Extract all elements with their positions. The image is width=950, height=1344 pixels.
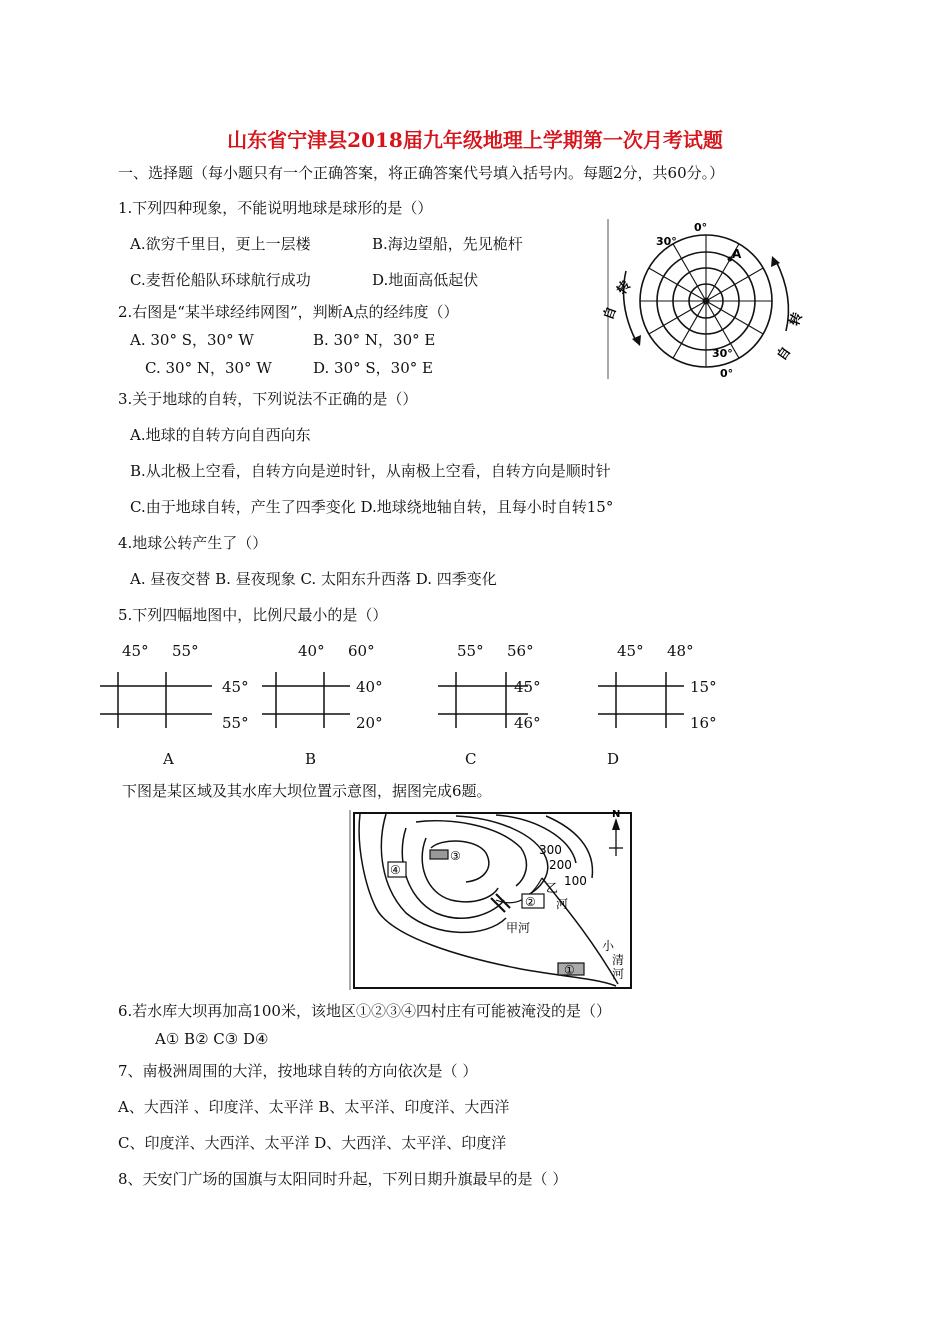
point-a-label: A — [732, 247, 742, 261]
q6-intro: 下图是某区域及其水库大坝位置示意图，据图完成6题。 — [122, 782, 492, 800]
q2-option-a: A. 30° S，30° W — [130, 331, 254, 349]
q6-options: A① B② C③ D④ — [155, 1030, 269, 1048]
contour-100-label: 100 — [564, 874, 587, 888]
map-d-graticule — [598, 672, 684, 728]
q3-stem: 3.关于地球的自转，下列说法不正确的是（） — [118, 390, 418, 408]
q1-option-d: D.地面高低起伏 — [372, 271, 479, 289]
village-1-label: ① — [564, 963, 575, 977]
map-a-lat1: 45° — [222, 678, 249, 696]
meridian-bottom-label: 0° — [720, 367, 734, 380]
latitude-upper-label: 30° — [656, 235, 677, 248]
contour-200-label: 200 — [549, 858, 572, 872]
map-b-lat2: 20° — [356, 714, 383, 732]
river-jia-label: 甲河 — [506, 921, 531, 935]
map-a-label: A — [163, 750, 174, 768]
q7-options-ab: A、大西洋 、印度洋、太平洋 B、太平洋、印度洋、大西洋 — [118, 1098, 510, 1116]
village-4-label: ④ — [390, 863, 401, 877]
rotation-left-char1: 自 — [601, 304, 620, 323]
q3-option-cd: C.由于地球自转，产生了四季变化 D.地球绕地轴自转，且每小时自转15° — [130, 498, 614, 516]
q1-stem: 1.下列四种现象，不能说明地球是球形的是（） — [118, 199, 433, 217]
q4-options: A. 昼夜交替 B. 昼夜现象 C. 太阳东升西落 D. 四季变化 — [130, 570, 497, 588]
north-label: N — [612, 809, 621, 820]
map-d-lon1: 45° — [617, 642, 644, 660]
q2-stem: 2.右图是“某半球经纬网图”，判断A点的经纬度（） — [118, 303, 459, 321]
village-3-label: ③ — [450, 849, 461, 863]
map-a-graticule — [100, 672, 212, 728]
contour-300-label: 300 — [539, 843, 562, 857]
q3-option-b: B.从北极上空看，自转方向是逆时针，从南极上空看，自转方向是顺时针 — [130, 462, 611, 480]
map-a-lon1: 45° — [122, 642, 149, 660]
map-d-lat2: 16° — [690, 714, 717, 732]
q7-options-cd: C、印度洋、大西洋、太平洋 D、大西洋、太平洋、印度洋 — [118, 1134, 507, 1152]
map-b-label: B — [305, 750, 317, 768]
q7-stem: 7、南极洲周围的大洋，按地球自转的方向依次是（ ） — [118, 1062, 478, 1080]
map-b-lon2: 60° — [348, 642, 375, 660]
rotation-right-char2: 自 — [774, 344, 795, 364]
meridian-top-label: 0° — [694, 221, 708, 234]
map-c-label: C — [465, 750, 477, 768]
q4-stem: 4.地球公转产生了（） — [118, 534, 268, 552]
q2-option-d: D. 30° S，30° E — [313, 359, 433, 377]
reservoir-contour-map — [346, 808, 636, 992]
map-d-label: D — [607, 750, 620, 768]
rotation-right-char1: 转 — [787, 310, 806, 329]
latitude-lower-label: 30° — [712, 347, 733, 360]
page-title: 山东省宁津县2018届九年级地理上学期第一次月考试题 — [227, 128, 723, 152]
map-a-lon2: 55° — [172, 642, 199, 660]
river-xiaoqing-label-3: 河 — [612, 967, 625, 981]
map-b-lon1: 40° — [298, 642, 325, 660]
map-c-lat1: 45° — [514, 678, 541, 696]
map-d-lon2: 48° — [667, 642, 694, 660]
map-c-lat2: 46° — [514, 714, 541, 732]
river-yi-label-1: 乙 — [546, 881, 559, 895]
river-xiaoqing-label-2: 清 — [612, 953, 625, 967]
q1-option-a: A.欲穷千里目，更上一层楼 — [130, 235, 311, 253]
q8-stem: 8、天安门广场的国旗与太阳同时升起，下列日期升旗最早的是（ ） — [118, 1170, 568, 1188]
river-xiaoqing-label-1: 小 — [602, 939, 615, 953]
rotation-left-char2: 转 — [614, 278, 635, 298]
village-3-marker — [430, 850, 448, 859]
map-c-lon2: 56° — [507, 642, 534, 660]
section-heading: 一、选择题（每小题只有一个正确答案，将正确答案代号填入括号内。每题2分，共60分。） — [118, 164, 725, 182]
q2-option-b: B. 30° N，30° E — [313, 331, 436, 349]
q1-option-b: B.海边望船，先见桅杆 — [372, 235, 523, 253]
map-b-graticule — [262, 672, 350, 728]
map-a-lat2: 55° — [222, 714, 249, 732]
q2-option-c: C. 30° N，30° W — [145, 359, 272, 377]
q3-option-a: A.地球的自转方向自西向东 — [130, 426, 311, 444]
polar-graticule-figure — [596, 215, 816, 383]
map-d-lat1: 15° — [690, 678, 717, 696]
village-2-label: ② — [525, 895, 536, 909]
q1-option-c: C.麦哲伦船队环球航行成功 — [130, 271, 311, 289]
q6-stem: 6.若水库大坝再加高100米，该地区①②③④四村庄有可能被淹没的是（） — [118, 1002, 611, 1020]
map-c-lon1: 55° — [457, 642, 484, 660]
q5-stem: 5.下列四幅地图中，比例尺最小的是（） — [118, 606, 388, 624]
river-yi-label-2: 河 — [556, 897, 569, 911]
map-b-lat1: 40° — [356, 678, 383, 696]
